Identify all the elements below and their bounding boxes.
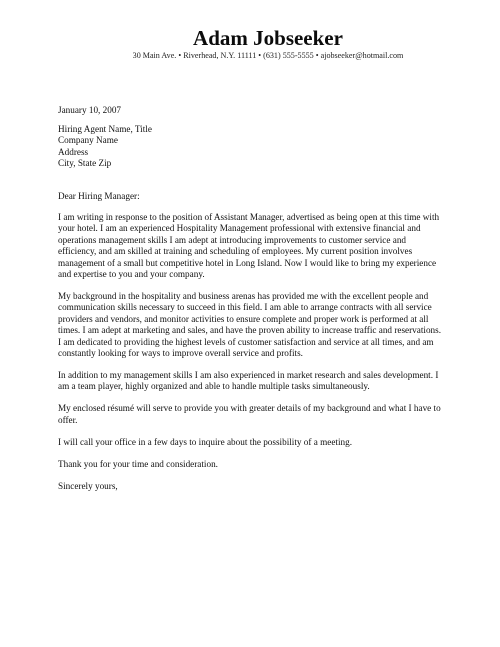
recipient-line: Hiring Agent Name, Title	[58, 123, 152, 134]
paragraph-line: communication skills necessary to succeed in this field. I am able to arrange contracts with all service	[58, 302, 432, 313]
paragraph-line: I am writing in response to the position of Assistant Manager, advertised as being open at this time with	[58, 211, 440, 222]
closing-text: Sincerely yours,	[58, 480, 118, 491]
date-text: January 10, 2007	[58, 105, 122, 115]
paragraph-line: times. I am adept at marketing and sales, and have the proven ability to increase traffic and reservations.	[58, 325, 442, 336]
salutation	[58, 191, 450, 202]
paragraph-line: Thank you for your time and consideration.	[58, 458, 218, 469]
paragraph-line: In addition to my management skills I am also experienced in market research and sales development. I	[58, 370, 439, 380]
paragraph-line: your hotel. I am an experienced Hospitality Management professional with extensive financial and	[58, 223, 421, 234]
recipient-address	[58, 124, 450, 170]
paragraph-line: I am dedicated to providing the highest levels of customer satisfaction and service at all times, and am	[58, 336, 434, 347]
letterhead	[0, 26, 500, 61]
paragraph-2	[58, 291, 450, 359]
paragraph-line: am a team player, highly organized and able to handle multiple tasks simultaneously.	[58, 381, 370, 392]
paragraph-1	[58, 212, 450, 280]
paragraph-4	[58, 403, 450, 426]
paragraph-line: operations management skills I am adept at introducing improvements to customer service and	[58, 234, 407, 245]
paragraph-line: I will call your office in a few days to inquire about the possibility of a meeting.	[58, 436, 353, 447]
paragraph-5	[58, 437, 450, 448]
sender-contact-line: 30 Main Ave. • Riverhead, N.Y. 11111 • (631) 555-5555 • ajobseeker@hotmail.com	[132, 51, 404, 60]
closing	[58, 481, 450, 492]
recipient-line: Company Name	[58, 135, 118, 146]
recipient-line: City, State Zip	[58, 158, 112, 169]
paragraph-line: offer.	[58, 414, 78, 425]
paragraph-line: and expertise to you and your company.	[58, 268, 205, 279]
paragraph-line: constantly looking for ways to improve overall service and profits.	[58, 348, 303, 358]
paragraph-line: providers and vendors, and monitor activities to ensure complete and proper work is performed at all	[58, 313, 429, 324]
paragraph-3	[58, 370, 450, 393]
paragraph-6	[58, 459, 450, 470]
salutation-text: Dear Hiring Manager:	[58, 190, 140, 201]
paragraph-line: My enclosed résumé will serve to provide you with greater details of my background and what I have to	[58, 403, 441, 414]
paragraph-line: My background in the hospitality and business arenas has provided me with the excellent people and	[58, 290, 429, 301]
paragraph-line: management of a small but competitive hotel in Long Island. Now I would like to bring my experience	[58, 257, 437, 268]
paragraph-line: efficiency, and am skilled at training and scheduling of employees. My current position involves	[58, 246, 413, 257]
letter-body	[58, 105, 450, 492]
recipient-line: Address	[58, 146, 89, 157]
sender-name: Adam Jobseeker	[193, 26, 343, 50]
letter-date	[58, 105, 450, 116]
